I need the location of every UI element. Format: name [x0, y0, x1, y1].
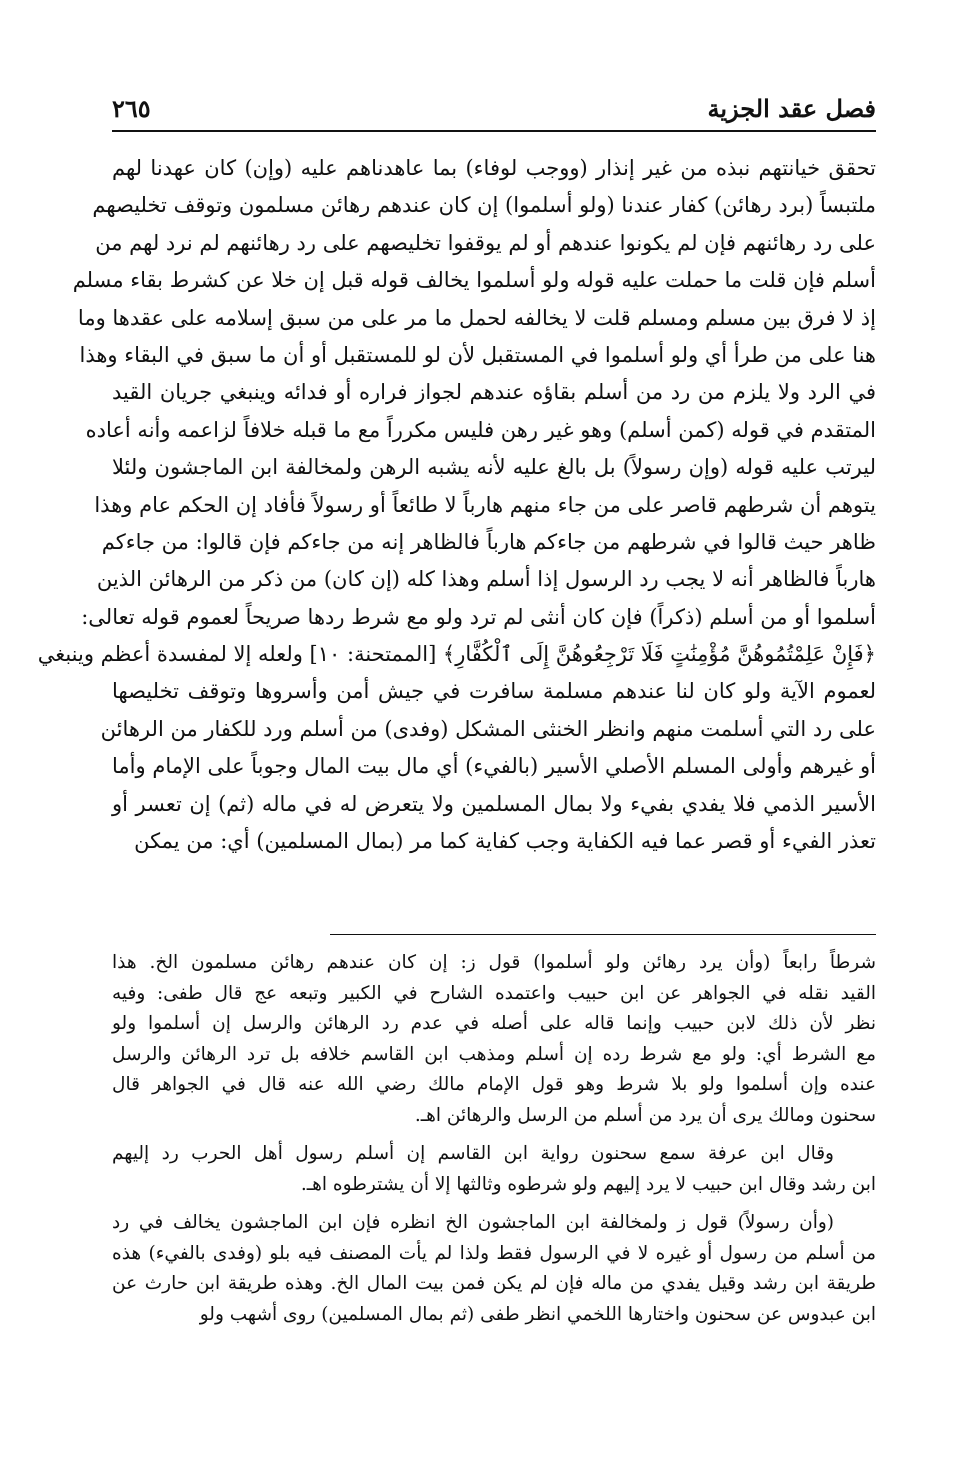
main-text-line: يتوهم أن شرطهم قاصر على من جاء منهم هارباً لا طائعاً أو رسولاً فأفاد إن الحكم عام وهذا: [94, 492, 876, 517]
page-header: [112, 88, 876, 132]
footnote-line: طريقة ابن رشد وقيل يفدي من ماله فإن لم يكن فمن بيت المال الخ. وهذه طريقة ابن حارث عن: [112, 1273, 876, 1294]
footnote-line: ابن عبدوس عن سحنون واختارها اللخمي انظر طفى (ثم بمال المسلمين) روى أشهب ولو: [199, 1303, 876, 1325]
main-text-line: ظاهر حيث قالوا في شرطهم من جاءكم هارباً فالظاهر إنه من جاءكم فإن قالوا: من جاءكم: [101, 529, 876, 554]
main-text-line: تحقق خيانتهم نبذه من غير إنذار (ووجب لوفاء) بما عاهدناهم عليه (وإن) كان عهدنا لهم: [112, 156, 876, 180]
footnote-line: ابن رشد وقال ابن حبيب لا يرد إليهم ولو شرطوه وثالثها إلا أن يشترطوه اهـ.: [300, 1173, 876, 1195]
footnote-line: شرطاً رابعاً (وأن يرد رهائن ولو أسلموا) قول ز: إن كان عندهم رهائن مسلمون الخ. هذا: [112, 952, 876, 973]
main-text-line: الأسير الذمي فلا يفدي بفيء ولا بمال المسلمين ولا يتعرض له في ماله (ثم) إن تعسر أو: [112, 791, 876, 816]
footnote-line: مع الشرط أي: ولو مع شرط رده إن أسلم ومذهب ابن القاسم خلافه بل ترد الرهائن والرسل: [112, 1043, 876, 1065]
footnote-paragraph: [112, 948, 876, 1131]
main-text-line: ملتبساً (برد رهائن) كفار عندنا (ولو أسلموا) إن كان عندهم رهائن مسلمون وتوقف تخليصهم: [92, 193, 876, 218]
main-text-line: أو غيرهم وأولى المسلم الأصلي الأسير (بالفيء) أي مال بيت المال وجوباً على الإمام وأما: [112, 754, 876, 779]
main-text-line: تعذر الفيء أو قصر عما فيه الكفاية وجب كفاية كما مر (بمال المسلمين) أي: من يمكن: [134, 829, 876, 854]
footnote-line: القيد نقله في الجواهر عن ابن حبيب واعتمده الشارح في الكبير وتبعه عج قال طفى: وفيه: [112, 982, 876, 1004]
footnotes: [112, 948, 876, 1338]
main-text-line: في الرد ولا يلزم من رد من أسلم بقاؤه عندهم لجواز فراره أو فدائه وينبغي جريان القيد: [112, 380, 876, 405]
main-text-body: [37, 150, 877, 860]
footnote-paragraph: [112, 1139, 876, 1200]
main-text-line: أسلموا أو من أسلم (ذكراً) فإن كان أنثى لم ترد ولو مع شرط ردها صريحاً لعموم قوله تعالى:: [81, 604, 876, 629]
main-text-line: ليرتب عليه قوله (وإن رسولاً) بل بالغ عليه لأنه يشبه الرهن ولمخالفة ابن الماجشون ولئلا: [112, 455, 876, 480]
main-text-line: أسلم فإن قلت ما حملت عليه قوله ولو أسلموا يخالف قوله قبل إن خلا عن كشرط بقاء مسلم: [72, 268, 876, 293]
main-text-line: المتقدم في قوله (كمن أسلم) وهو غير رهن فليس مكرراً مع ما قبله خلافاً لزاعمه وأنه أعاده: [85, 417, 876, 442]
footnote-divider: [330, 934, 876, 935]
footnote-paragraph: [112, 1208, 876, 1330]
footnote-line: من أسلم من رسول أو غيره لا في الرسول فقط ولذا لم يأت المصنف فيه بلو (وفدى بالفيء) هذه: [112, 1242, 876, 1264]
footnote-line: سحنون ومالك يرى أن يرد من أسلم من الرسل والرهائن اهـ.: [414, 1104, 876, 1126]
main-text-line: على رد رهائنهم فإن لم يكونوا عندهم أو لم يوقفوا تخليصهم على رد رهائنهم لم نرد لهم من: [95, 230, 876, 255]
chapter-title: فصل عقد الجزية: [698, 94, 877, 123]
main-text-line: هنا على من طرأ أي ولو أسلموا في المستقبل لأن لو للمستقبل أو أن ما سبق في البقاء وهذا: [79, 342, 876, 367]
main-text-line: لعموم الآية ولو كان لنا عندهم مسلمة سافرت في جيش أمن وأسروها وتوقف تخليصها: [112, 679, 877, 704]
footnote-line: (وأن رسولاً) قول ز ولمخالفة ابن الماجشون الخ انظره فإن ابن الماجشون يخالف في رد: [112, 1212, 834, 1233]
page-number: ٢٦٥: [112, 94, 161, 123]
footnote-line: وقال ابن عرفة سمع سحنون رواية ابن القاسم إن أسلم رسول أهل الحرب رد إليهم: [112, 1143, 834, 1164]
main-text-line: هارباً فالظاهر أنه لا يجب رد الرسول إذا أسلم وهذا كله (إن كان) من ذكر من الرهائن الذين: [96, 567, 876, 592]
footnote-line: عنده وإن أسلموا ولو بلا شرط وهو قول الإمام مالك رضي الله عنه قال في الجواهر قال: [112, 1074, 876, 1095]
main-text-line: على رد التي أسلمت منهم وانظر الخنثى المشكل (وفدى) من أسلم ورد للكفار من الرهائن: [100, 716, 876, 741]
main-text-line: إذ لا فرق بين مسلم ومسلم قلت لا يخالفه لحمل ما مر على من سبق إسلامه على عقدها وما: [77, 305, 876, 330]
main-text-line: ﴿فَإِنْ عَلِمْتُمُوهُنَّ مُؤْمِنَٰتٍ فَلَا تَرْجِعُوهُنَّ إِلَى ٱلْكُفَّارِ﴾ [الممتحنة: ١٠] ولعله إلا لمفسدة أعظم وينبغي: [37, 642, 876, 667]
footnote-line: نظر لأن ذلك لابن حبيب وإنما قاله على أصله في عدم رد الرهائن والرسل إن أسلموا ولو: [112, 1013, 876, 1034]
